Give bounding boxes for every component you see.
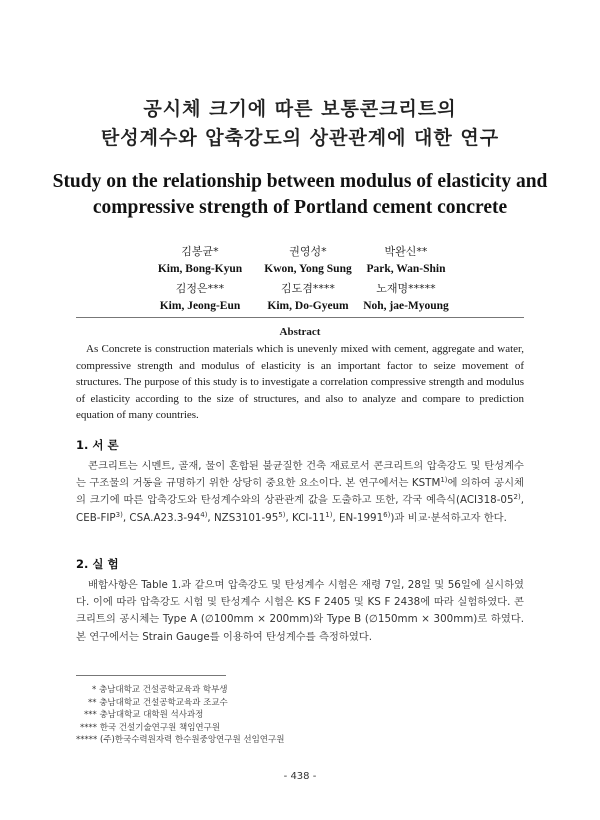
footnote: *** 충남대학교 대학원 석사과정	[84, 710, 204, 720]
footnote: ** 충남대학교 건설공학교육과 조교수	[88, 697, 228, 708]
footnote: * 충남대학교 건설공학교육과 학부생	[92, 685, 228, 695]
intro-text: , NZS3101-95	[207, 511, 279, 524]
citation-ref: 1)	[440, 476, 448, 485]
abstract-body: As Concrete is construction materials which is unevenly mixed with cement, aggregate and water, compressive strength and modulus of elasticity is an important factor to seize movement of structures. The purpose of this study is to investigate a correlation compressive strength and modulus of elasticity according to the size of structures, and also to analyze and compare to prediction equation of many countries.	[76, 343, 524, 421]
intro-text: )과 비교·분석하고자 한다.	[390, 511, 507, 524]
author-name-korean: 권영성*	[289, 245, 327, 258]
citation-ref: 6)	[383, 510, 391, 519]
author-name-korean: 김봉균*	[181, 245, 219, 258]
author-name-english: Kim, Do-Gyeum	[267, 300, 349, 312]
citation-ref: 4)	[200, 510, 208, 519]
author-name-english: Noh, jae-Myoung	[363, 300, 449, 312]
title-english-line-1: Study on the relationship between modulus of elasticity and	[52, 171, 548, 192]
citation-ref: 1)	[325, 510, 333, 519]
author-name-korean: 김도겸****	[281, 282, 335, 295]
author-3	[336, 243, 476, 275]
author-name-korean: 노재명*****	[376, 282, 436, 295]
title-korean-line-1: 공시체 크기에 따른 보통콘크리트의	[143, 98, 457, 120]
title-korean-line-2: 탄성계수와 압축강도의 상관관계에 대한 연구	[100, 127, 500, 149]
section-experiment-body: 배합사항은 Table 1.과 같으며 압축강도 및 탄성계수 시험은 재령 7일, 28일 및 56일에 실시하였다. 이에 따라 압축강도 시험 및 탄성계수 시험은 KS F 2405 및 KS F 2438에 따라 실험하였다. 콘크리트의 공시체는 Type A (∅100mm × 200mm)와 Type B (∅150mm × 300mm)로 하였다. 본 연구에서는 Strain Gauge를 이용하여 탄성계수를 측정하였다.	[76, 579, 524, 643]
author-name-english: Park, Wan-Shin	[366, 263, 446, 275]
author-name-english: Kim, Bong-Kyun	[157, 263, 243, 275]
section-heading-introduction: 1. 서 론	[76, 438, 119, 452]
intro-text: 콘크리트는 시멘트, 골재, 물이 혼합된 불균질한 건축 재료로서 콘크리트의 압축강도 및 탄성계수는 구조물의 거동을 규명하기 위한 상당히 중요한 요소이다. 본 연구에서는 KSTM	[76, 460, 524, 490]
page-number: - 438 -	[283, 771, 317, 782]
footnote: ***** (주)한국수력원자력 한수원중앙연구원 선임연구원	[76, 735, 285, 745]
intro-text: , CSA.A23.3-94	[122, 511, 201, 524]
footnote-divider	[76, 675, 226, 676]
citation-ref: 3)	[115, 510, 123, 519]
title-english-line-2: compressive strength of Portland cement concrete	[92, 197, 508, 218]
intro-text: , KCI-11	[285, 511, 326, 524]
citation-ref: 2)	[513, 493, 521, 502]
footnote: **** 한국 건설기술연구원 책임연구원	[80, 722, 221, 733]
author-name-english: Kwon, Yong Sung	[264, 263, 352, 275]
abstract-title: Abstract	[279, 326, 321, 338]
footnotes	[76, 684, 284, 747]
intro-text: , CEB-FIP	[76, 494, 524, 524]
author-name-english: Kim, Jeong-Eun	[159, 300, 241, 312]
author-6	[336, 280, 476, 312]
author-name-korean: 김정은***	[175, 282, 225, 295]
section-heading-experiment: 2. 실 험	[76, 557, 119, 571]
intro-text: 에 의하여 공시체의 크기에 따른 압축강도와 탄성계수와의 상관관계 값을 도출하고 또한, 각국 예측식(ACI318-05	[76, 477, 524, 507]
section-introduction-body	[76, 458, 524, 527]
intro-text: , EN-1991	[332, 511, 384, 524]
author-name-korean: 박완신**	[384, 245, 428, 258]
citation-ref: 5)	[278, 510, 286, 519]
abstract-divider	[76, 317, 524, 318]
